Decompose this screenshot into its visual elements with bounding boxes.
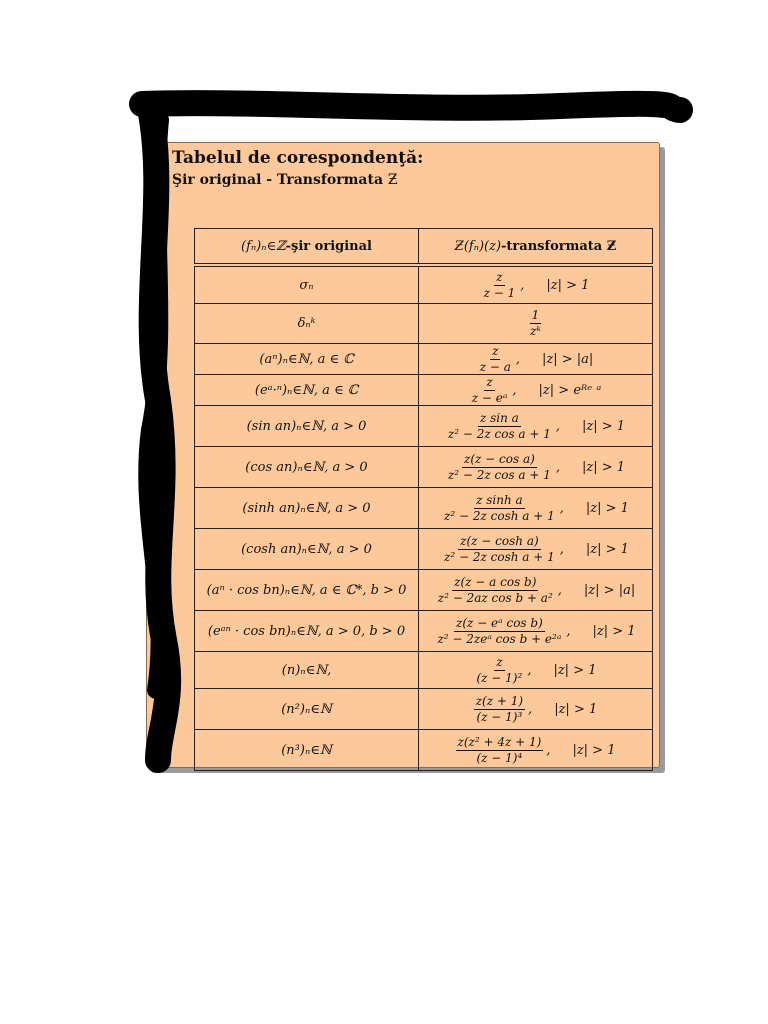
numerator: z bbox=[496, 269, 503, 284]
table-row bbox=[195, 689, 653, 730]
denominator: (z − 1)⁴ bbox=[476, 750, 523, 765]
header-original-math: (fₙ)ₙ∈ℤ bbox=[241, 238, 286, 254]
row-transform: $\frac{z}{z - 1}$ , |z| > 1 bbox=[419, 267, 653, 304]
denominator: (z − 1)² bbox=[476, 670, 523, 685]
numerator: 1 bbox=[531, 308, 540, 323]
row-original: δₙᵏ bbox=[195, 304, 419, 344]
table-row bbox=[195, 488, 653, 529]
numerator: z sinh a bbox=[476, 492, 523, 507]
header-original-text: -şir original bbox=[285, 238, 372, 254]
row-transform bbox=[419, 304, 653, 344]
subtitle-text: Şir original - Transformata bbox=[172, 172, 388, 188]
fraction bbox=[442, 494, 557, 522]
table-row bbox=[195, 652, 653, 689]
table-row bbox=[195, 406, 653, 447]
row-transform: $\frac{\text{z(z − a cos b)}}{\text{z² − 2az cos b + a²}}$ , |z| > |a| bbox=[419, 570, 653, 611]
convergence-condition: |z| > 1 bbox=[592, 623, 636, 639]
row-original: (n³)ₙ∈ℕ bbox=[195, 730, 419, 771]
row-transform: $\frac{z(z + 1)}{\text{(z − 1)³}}$ , |z| > 1 bbox=[419, 689, 653, 730]
row-original: (cos an)ₙ∈ℕ, a > 0 bbox=[195, 447, 419, 488]
convergence-condition: |z| > eᴿᵉ ᵃ bbox=[538, 382, 602, 398]
header-transform-math: Ƶ(fₙ)(z) bbox=[454, 238, 502, 254]
fraction bbox=[478, 345, 513, 373]
convergence-condition: |z| > |a| bbox=[542, 351, 594, 367]
row-original: (aⁿ)ₙ∈ℕ, a ∈ ℂ bbox=[195, 344, 419, 375]
convergence-condition: |z| > 1 bbox=[582, 459, 626, 475]
table-row bbox=[195, 304, 653, 344]
numerator: z bbox=[492, 343, 499, 358]
fraction bbox=[456, 736, 544, 764]
row-original: (eᵃⁿ · cos bn)ₙ∈ℕ, a > 0, b > 0 bbox=[195, 611, 419, 652]
denominator: z² − 2z cos a + 1 bbox=[447, 426, 551, 441]
numerator: z(z − a cos b) bbox=[454, 574, 537, 589]
denominator: z − a bbox=[479, 359, 511, 374]
fraction bbox=[442, 535, 557, 563]
convergence-condition: |z| > 1 bbox=[553, 662, 597, 678]
numerator: z(z² + 4z + 1) bbox=[457, 734, 542, 749]
denominator: z² − 2az cos b + a² bbox=[437, 590, 553, 605]
numerator: z bbox=[486, 374, 493, 389]
table-row bbox=[195, 375, 653, 406]
fraction bbox=[435, 617, 563, 645]
row-original: (eᵃ·ⁿ)ₙ∈ℕ, a ∈ ℂ bbox=[195, 375, 419, 406]
table-row bbox=[195, 730, 653, 771]
convergence-condition: |z| > 1 bbox=[572, 742, 616, 758]
fraction bbox=[482, 271, 518, 299]
row-transform: $\frac{z}{\text{(z − 1)²}}$ , |z| > 1 bbox=[419, 652, 653, 689]
table-row bbox=[195, 529, 653, 570]
numerator: z(z − cosh a) bbox=[460, 533, 539, 548]
row-transform: $\frac{\text{z sinh a}}{\text{z² − 2z cosh a + 1}}$ , |z| > 1 bbox=[419, 488, 653, 529]
row-transform: $\frac{\text{z sin a}}{\text{z² − 2z cos a + 1}}$ , |z| > 1 bbox=[419, 406, 653, 447]
fraction bbox=[436, 576, 555, 604]
fraction bbox=[446, 453, 553, 481]
correspondence-table bbox=[194, 228, 653, 771]
row-transform: $\frac{\text{z(z − cos a)}}{\text{z² − 2z cos a + 1}}$ , |z| > 1 bbox=[419, 447, 653, 488]
table-row bbox=[195, 447, 653, 488]
row-transform: $\frac{z}{z - a}$ , |z| > |a| bbox=[419, 344, 653, 375]
convergence-condition: |z| > 1 bbox=[546, 277, 590, 293]
row-original: (sin an)ₙ∈ℕ, a > 0 bbox=[195, 406, 419, 447]
header-transform-text: -transformata Ƶ bbox=[501, 238, 617, 254]
row-original: σₙ bbox=[195, 267, 419, 304]
header-transform bbox=[419, 229, 653, 264]
header-original bbox=[195, 229, 419, 264]
table-row bbox=[195, 570, 653, 611]
convergence-condition: |z| > 1 bbox=[585, 541, 629, 557]
denominator: (z − 1)³ bbox=[476, 709, 523, 724]
convergence-condition: |z| > 1 bbox=[582, 418, 626, 434]
row-transform: $\frac{z}{\text{z − eᵃ}}$ , |z| > eᴿᵉ ᵃ bbox=[419, 375, 653, 406]
denominator: z² − 2z cosh a + 1 bbox=[444, 508, 555, 523]
row-transform: $\frac{\text{z(z − cosh a)}}{\text{z² − 2z cosh a + 1}}$ , |z| > 1 bbox=[419, 529, 653, 570]
document-subtitle bbox=[172, 172, 398, 188]
fraction bbox=[474, 695, 525, 723]
row-original: (sinh an)ₙ∈ℕ, a > 0 bbox=[195, 488, 419, 529]
table-row bbox=[195, 267, 653, 304]
table-row bbox=[195, 344, 653, 375]
numerator: z bbox=[496, 654, 503, 669]
denominator: zᵏ bbox=[530, 324, 541, 338]
fraction bbox=[446, 412, 553, 440]
row-transform: $\frac{\text{z(z² + 4z + 1)}}{\text{(z − 1)⁴}}$ , |z| > 1 bbox=[419, 730, 653, 771]
row-original: (n)ₙ∈ℕ, bbox=[195, 652, 419, 689]
denominator: z² − 2z cos a + 1 bbox=[447, 467, 551, 482]
subtitle-symbol: Ƶ bbox=[387, 172, 398, 188]
marker-stroke-top bbox=[142, 103, 680, 110]
table-header-row bbox=[195, 229, 653, 264]
numerator: z(z − eᵃ cos b) bbox=[456, 615, 543, 630]
row-original: (n²)ₙ∈ℕ bbox=[195, 689, 419, 730]
convergence-condition: |z| > 1 bbox=[585, 500, 629, 516]
numerator: z(z − cos a) bbox=[464, 451, 535, 466]
table-row bbox=[195, 611, 653, 652]
denominator: z − eᵃ bbox=[471, 390, 508, 405]
fraction bbox=[528, 309, 543, 337]
row-original: (cosh an)ₙ∈ℕ, a > 0 bbox=[195, 529, 419, 570]
fraction bbox=[470, 376, 510, 404]
denominator: z² − 2z cosh a + 1 bbox=[444, 549, 555, 564]
document-title: Tabelul de corespondenţă: bbox=[172, 148, 424, 168]
fraction bbox=[474, 656, 524, 684]
numerator: z(z + 1) bbox=[475, 693, 524, 708]
numerator: z sin a bbox=[479, 410, 519, 425]
row-original: (aⁿ · cos bn)ₙ∈ℕ, a ∈ ℂ*, b > 0 bbox=[195, 570, 419, 611]
denominator: z − 1 bbox=[483, 285, 516, 300]
row-transform: $\frac{\text{z(z − eᵃ cos b)}}{\text{z² − 2zeᵃ cos b + e²ᵃ}}$ , |z| > 1 bbox=[419, 611, 653, 652]
denominator: z² − 2zeᵃ cos b + e²ᵃ bbox=[437, 631, 562, 646]
convergence-condition: |z| > 1 bbox=[554, 701, 598, 717]
convergence-condition: |z| > |a| bbox=[583, 582, 636, 598]
